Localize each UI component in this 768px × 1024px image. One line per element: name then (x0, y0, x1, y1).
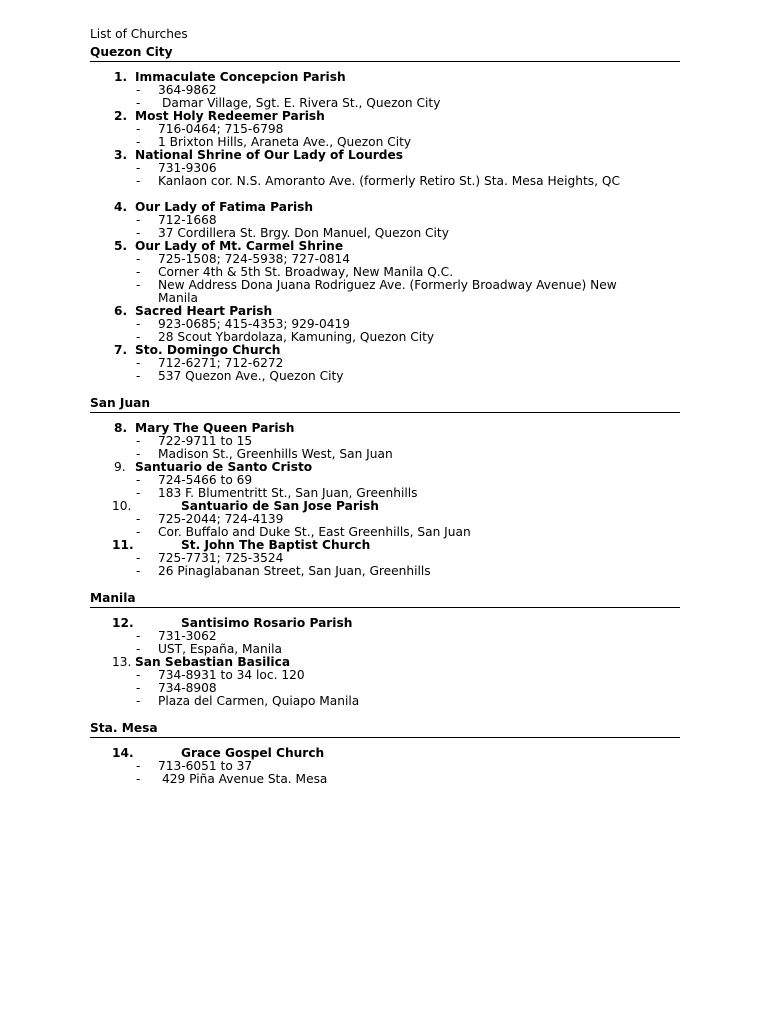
bullet-dash: - (136, 83, 141, 97)
section-heading: Quezon City (90, 44, 680, 62)
entry-number: 6. (114, 304, 128, 318)
church-entry (90, 461, 680, 500)
church-entry (90, 747, 680, 786)
entry-number: 3. (114, 148, 128, 162)
entry-number: 12. (112, 616, 134, 630)
entry-number: 5. (114, 239, 128, 253)
bullet-dash: - (136, 122, 141, 136)
bullet-dash: - (136, 174, 141, 188)
address: 1 Brixton Hills, Araneta Ave., Quezon City (158, 135, 412, 149)
bullet-dash: - (136, 642, 141, 656)
church-name: National Shrine of Our Lady of Lourdes (135, 148, 404, 162)
address: 183 F. Blumentritt St., San Juan, Greenhills (158, 486, 418, 500)
address: Corner 4th & 5th St. Broadway, New Manila Q.C. (158, 265, 454, 279)
bullet-dash: - (136, 759, 141, 773)
church-name: St. John The Baptist Church (181, 538, 371, 552)
church-name: Santuario de Santo Cristo (135, 460, 313, 474)
entry-number: 14. (112, 746, 134, 760)
entry-number: 7. (114, 343, 128, 357)
section-quezon-city (90, 44, 680, 383)
new-address: New Address Dona Juana Rodriguez Ave. (Formerly Broadway Avenue) New Manila (158, 278, 617, 305)
address: Damar Village, Sgt. E. Rivera St., Quezon City (162, 96, 441, 110)
phone-number: 364-9862 (158, 83, 217, 97)
bullet-dash: - (136, 681, 141, 695)
bullet-dash: - (136, 226, 141, 240)
phone-number: 731-9306 (158, 161, 217, 175)
church-name: Santuario de San Jose Parish (181, 499, 379, 513)
phone-number: 712-1668 (158, 213, 217, 227)
bullet-dash: - (136, 525, 141, 539)
church-entry (90, 344, 680, 383)
entry-number: 13. (112, 655, 132, 669)
address: 26 Pinaglabanan Street, San Juan, Greenhills (158, 564, 431, 578)
bullet-dash: - (136, 252, 141, 266)
section-sta-mesa (90, 720, 680, 786)
bullet-dash: - (136, 551, 141, 565)
phone-number: 713-6051 to 37 (158, 759, 253, 773)
church-name: Sto. Domingo Church (135, 343, 281, 357)
bullet-dash: - (136, 135, 141, 149)
bullet-dash: - (136, 161, 141, 175)
phone-number: 923-0685; 415-4353; 929-0419 (158, 317, 350, 331)
phone-number: 734-8908 (158, 681, 217, 695)
phone-number: 724-5466 to 69 (158, 473, 253, 487)
church-name: Our Lady of Fatima Parish (135, 200, 314, 214)
bullet-dash: - (136, 772, 141, 786)
bullet-dash: - (136, 668, 141, 682)
church-name: Immaculate Concepcion Parish (135, 70, 346, 84)
church-name: Most Holy Redeemer Parish (135, 109, 325, 123)
bullet-dash: - (136, 694, 141, 708)
section-heading: Sta. Mesa (90, 720, 680, 738)
bullet-dash: - (136, 629, 141, 643)
bullet-dash: - (136, 265, 141, 279)
bullet-dash: - (136, 486, 141, 500)
section-heading: Manila (90, 590, 680, 608)
church-name: Santisimo Rosario Parish (181, 616, 353, 630)
entry-number: 8. (114, 421, 128, 435)
phone-number: 725-1508; 724-5938; 727-0814 (158, 252, 350, 266)
church-name: Sacred Heart Parish (135, 304, 273, 318)
entry-number: 11. (112, 538, 134, 552)
church-name: Grace Gospel Church (181, 746, 325, 760)
church-entry (90, 305, 680, 344)
address: 28 Scout Ybardolaza, Kamuning, Quezon City (158, 330, 435, 344)
church-name: Mary The Queen Parish (135, 421, 295, 435)
church-entry (90, 539, 680, 578)
address: 429 Piña Avenue Sta. Mesa (162, 772, 328, 786)
address: UST, España, Manila (158, 642, 282, 656)
phone-number: 712-6271; 712-6272 (158, 356, 284, 370)
bullet-dash: - (136, 473, 141, 487)
entry-number: 10. (112, 499, 132, 513)
bullet-dash: - (136, 317, 141, 331)
section-manila (90, 590, 680, 708)
bullet-dash: - (136, 434, 141, 448)
address: Plaza del Carmen, Quiapo Manila (158, 694, 360, 708)
bullet-dash: - (136, 447, 141, 461)
bullet-dash: - (136, 278, 141, 292)
bullet-dash: - (136, 96, 141, 110)
address: 37 Cordillera St. Brgy. Don Manuel, Quezon City (158, 226, 449, 240)
phone-number: 725-2044; 724-4139 (158, 512, 284, 526)
address: Madison St., Greenhills West, San Juan (158, 447, 393, 461)
document-page (90, 26, 680, 786)
section-heading: San Juan (90, 395, 680, 413)
entry-number: 2. (114, 109, 128, 123)
church-name: San Sebastian Basilica (135, 655, 291, 669)
phone-number: 734-8931 to 34 loc. 120 (158, 668, 305, 682)
phone-number: 725-7731; 725-3524 (158, 551, 284, 565)
section-san-juan (90, 395, 680, 578)
document-title: List of Churches (90, 27, 188, 41)
address: Cor. Buffalo and Duke St., East Greenhills, San Juan (158, 525, 471, 539)
phone-number: 731-3062 (158, 629, 217, 643)
entry-number: 4. (114, 200, 128, 214)
church-entry (90, 149, 680, 201)
church-entry (90, 617, 680, 656)
church-entry (90, 656, 680, 708)
church-entry (90, 110, 680, 149)
church-entry (90, 422, 680, 461)
phone-number: 716-0464; 715-6798 (158, 122, 284, 136)
bullet-dash: - (136, 356, 141, 370)
bullet-dash: - (136, 369, 141, 383)
bullet-dash: - (136, 213, 141, 227)
address: Kanlaon cor. N.S. Amoranto Ave. (formerly Retiro St.) Sta. Mesa Heights, QC (158, 174, 620, 188)
church-name: Our Lady of Mt. Carmel Shrine (135, 239, 344, 253)
bullet-dash: - (136, 330, 141, 344)
entry-number: 1. (114, 70, 128, 84)
phone-number: 722-9711 to 15 (158, 434, 253, 448)
church-entry (90, 500, 680, 539)
church-entry (90, 71, 680, 110)
bullet-dash: - (136, 512, 141, 526)
church-entry (90, 240, 680, 305)
address: 537 Quezon Ave., Quezon City (158, 369, 344, 383)
entry-number: 9. (114, 460, 126, 474)
bullet-dash: - (136, 564, 141, 578)
church-entry (90, 201, 680, 240)
